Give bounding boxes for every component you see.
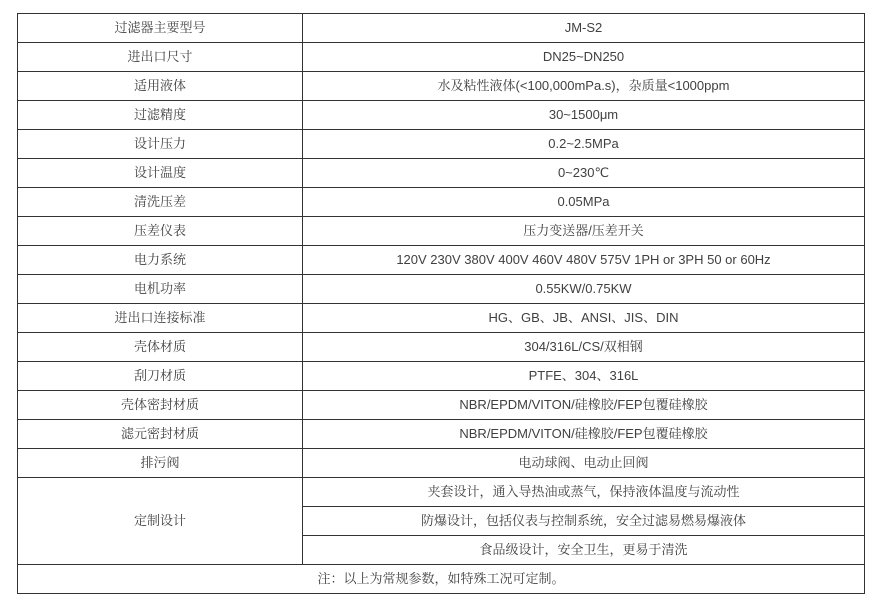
table-row [18,188,865,217]
table-row [18,101,865,130]
spec-value-housing-material: 304/316L/CS/双相钢 [303,333,865,362]
spec-label-diff-pressure-instrument: 压差仪表 [18,217,303,246]
spec-value-element-seal-material: NBR/EPDM/VITON/硅橡胶/FEP包覆硅橡胶 [303,420,865,449]
spec-label-drain-valve: 排污阀 [18,449,303,478]
table-row [18,420,865,449]
spec-value-housing-seal-material: NBR/EPDM/VITON/硅橡胶/FEP包覆硅橡胶 [303,391,865,420]
table-row [18,449,865,478]
spec-value-port-size: DN25~DN250 [303,43,865,72]
table-row [18,14,865,43]
spec-value-power-system: 120V 230V 380V 400V 460V 480V 575V 1PH or 3PH 50 or 60Hz [303,246,865,275]
spec-value-custom-design-jacket: 夹套设计，通入导热油或蒸气，保持液体温度与流动性 [303,478,865,507]
table-row [18,391,865,420]
spec-value-design-temperature: 0~230℃ [303,159,865,188]
spec-label-cleaning-diff-pressure: 清洗压差 [18,188,303,217]
table-row [18,478,865,507]
spec-label-design-pressure: 设计压力 [18,130,303,159]
spec-label-housing-material: 壳体材质 [18,333,303,362]
table-row [18,565,865,594]
spec-label-element-seal-material: 滤元密封材质 [18,420,303,449]
spec-value-drain-valve: 电动球阀、电动止回阀 [303,449,865,478]
spec-label-design-temperature: 设计温度 [18,159,303,188]
filter-spec-table [17,13,865,594]
spec-label-applicable-liquid: 适用液体 [18,72,303,101]
spec-value-cleaning-diff-pressure: 0.05MPa [303,188,865,217]
table-note: 注：以上为常规参数，如特殊工况可定制。 [18,565,865,594]
spec-value-applicable-liquid: 水及粘性液体(<100,000mPa.s)，杂质量<1000ppm [303,72,865,101]
spec-value-model: JM-S2 [303,14,865,43]
table-row [18,43,865,72]
table-row [18,130,865,159]
spec-label-housing-seal-material: 壳体密封材质 [18,391,303,420]
table-row [18,246,865,275]
table-row [18,362,865,391]
table-row [18,72,865,101]
spec-label-connection-standard: 进出口连接标准 [18,304,303,333]
table-row [18,304,865,333]
spec-label-filtration-accuracy: 过滤精度 [18,101,303,130]
spec-label-model: 过滤器主要型号 [18,14,303,43]
spec-label-scraper-material: 刮刀材质 [18,362,303,391]
table-row [18,333,865,362]
spec-value-custom-design-food-grade: 食品级设计，安全卫生，更易于清洗 [303,536,865,565]
table-row [18,159,865,188]
spec-label-custom-design: 定制设计 [18,478,303,565]
spec-label-motor-power: 电机功率 [18,275,303,304]
table-row [18,275,865,304]
spec-value-diff-pressure-instrument: 压力变送器/压差开关 [303,217,865,246]
spec-value-design-pressure: 0.2~2.5MPa [303,130,865,159]
table-row [18,217,865,246]
spec-label-port-size: 进出口尺寸 [18,43,303,72]
spec-value-connection-standard: HG、GB、JB、ANSI、JIS、DIN [303,304,865,333]
spec-label-power-system: 电力系统 [18,246,303,275]
spec-value-scraper-material: PTFE、304、316L [303,362,865,391]
spec-value-filtration-accuracy: 30~1500μm [303,101,865,130]
spec-value-custom-design-explosion-proof: 防爆设计，包括仪表与控制系统，安全过滤易燃易爆液体 [303,507,865,536]
spec-value-motor-power: 0.55KW/0.75KW [303,275,865,304]
